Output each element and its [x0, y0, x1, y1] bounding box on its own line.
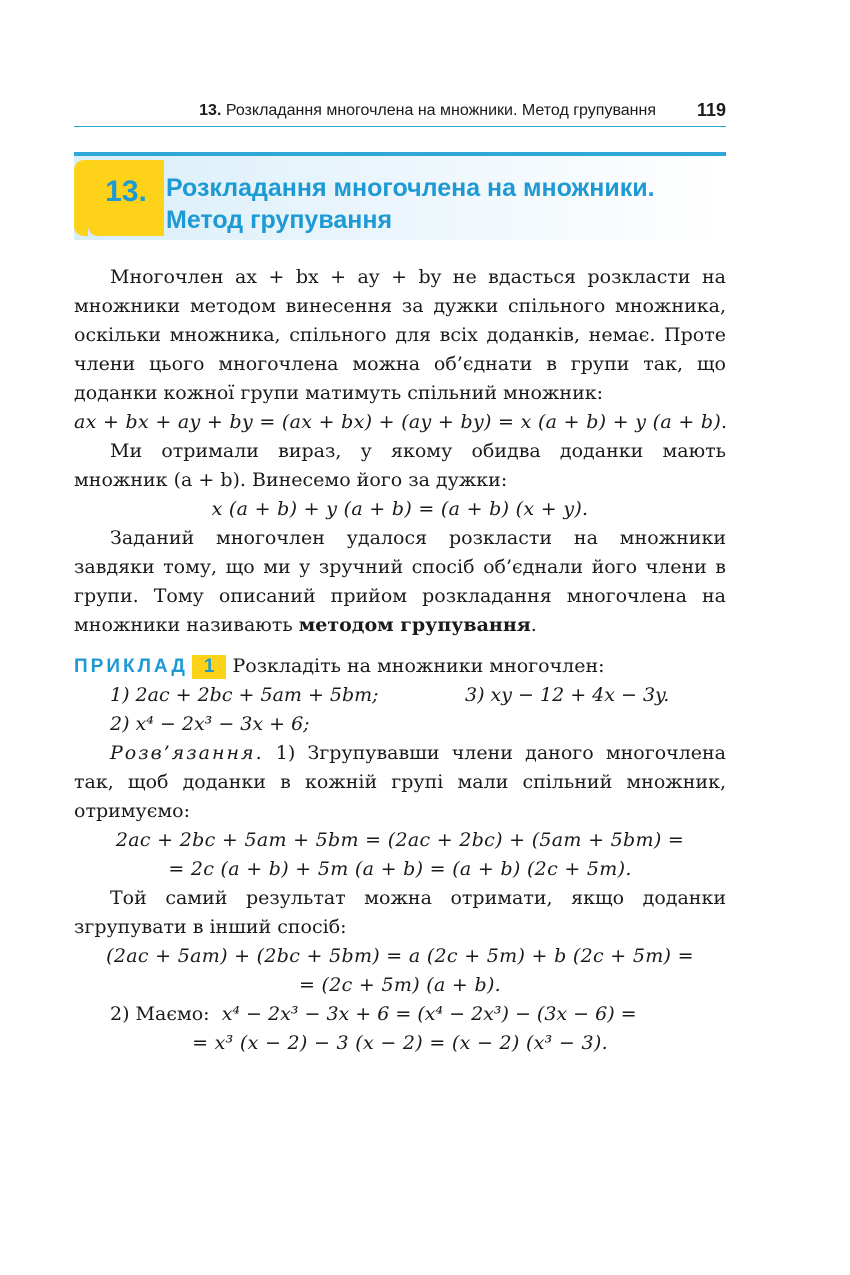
- calc2-line2: = (2c + 5m) (a + b).: [298, 974, 501, 996]
- running-title: [199, 102, 656, 120]
- page-content: [74, 263, 726, 1058]
- solution-label: Розв’язання.: [110, 742, 264, 764]
- section-title-line2: Метод групування: [166, 206, 393, 234]
- example-item-2: 2) x⁴ − 2x³ − 3x + 6;: [110, 713, 310, 735]
- formula-grouping: ax + bx + ay + by = (ax + bx) + (ay + by) = x (a + b) + y (a + b).: [74, 411, 728, 433]
- example-number-badge: 1: [192, 655, 227, 679]
- calc1-line1: 2ac + 2bc + 5am + 5bm = (2ac + 2bc) + (5am + 5bm) =: [115, 829, 685, 851]
- section-title-box: [74, 152, 726, 240]
- paragraph-common-factor: Ми отримали вираз, у якому обидва доданки мають множник (a + b). Винесемо його за дужки:: [74, 440, 726, 491]
- calc1-line2: = 2c (a + b) + 5m (a + b) = (a + b) (2c + 5m).: [168, 858, 632, 880]
- paragraph-method: [74, 524, 726, 640]
- calc3-line2: = x³ (x − 2) − 3 (x − 2) = (x − 2) (x³ − 3).: [192, 1032, 608, 1054]
- section-title: [166, 172, 726, 236]
- running-section-number: 13.: [199, 102, 222, 119]
- paragraph-alternative: Той самий результат можна отримати, якщо доданки згрупувати в інший спосіб:: [74, 887, 726, 938]
- method-text: Заданий многочлен удалося розкласти на множники завдяки тому, що ми у зручний спосіб об’єднали його члени в групи. Тому описаний прийом розкладання многочлена на множники називають: [74, 527, 726, 636]
- example-item-3: 3) xy − 12 + 4x − 3y.: [465, 684, 670, 706]
- page-number: 119: [696, 100, 726, 120]
- calc3-line1-row: [74, 1000, 726, 1029]
- part2-label: 2) Маємо:: [110, 1003, 210, 1025]
- section-title-line1: Розкладання многочлена на множники.: [166, 174, 655, 202]
- running-title-text: Розкладання многочлена на множники. Метод групування: [225, 102, 656, 119]
- example-items-row: [74, 681, 726, 710]
- paragraph-intro: Многочлен ax + bx + ay + by не вдасться розкласти на множники методом винесення за дужки спільного множника, оскільки множника, спільного для всіх доданків, немає. Проте члени цього многочлена можна об’єднати в групи так, що доданки кожної групи матимуть спільний множник:: [74, 266, 726, 404]
- example-heading: [74, 652, 726, 681]
- method-term: методом групування: [298, 614, 531, 636]
- method-end: .: [530, 614, 537, 636]
- solution-paragraph: [74, 739, 726, 826]
- example-label: ПРИКЛАД: [74, 656, 188, 677]
- section-number-badge: 13.: [88, 160, 164, 236]
- formula-factored: x (a + b) + y (a + b) = (a + b) (x + y).: [211, 498, 589, 520]
- calc2-line1: (2ac + 5am) + (2bc + 5bm) = a (2c + 5m) + b (2c + 5m) =: [106, 945, 694, 967]
- example-item-1: 1) 2ac + 2bc + 5am + 5bm;: [110, 684, 379, 706]
- example-task: Розкладіть на множники многочлен:: [232, 655, 605, 677]
- page-header: [74, 100, 726, 127]
- calc3-line1: x⁴ − 2x³ − 3x + 6 = (x⁴ − 2x³) − (3x − 6) =: [221, 1003, 637, 1025]
- solution-text: 1) Згрупувавши члени даного многочлена так, щоб доданки в кожній групі мали спільний множник, отримуємо:: [74, 742, 726, 822]
